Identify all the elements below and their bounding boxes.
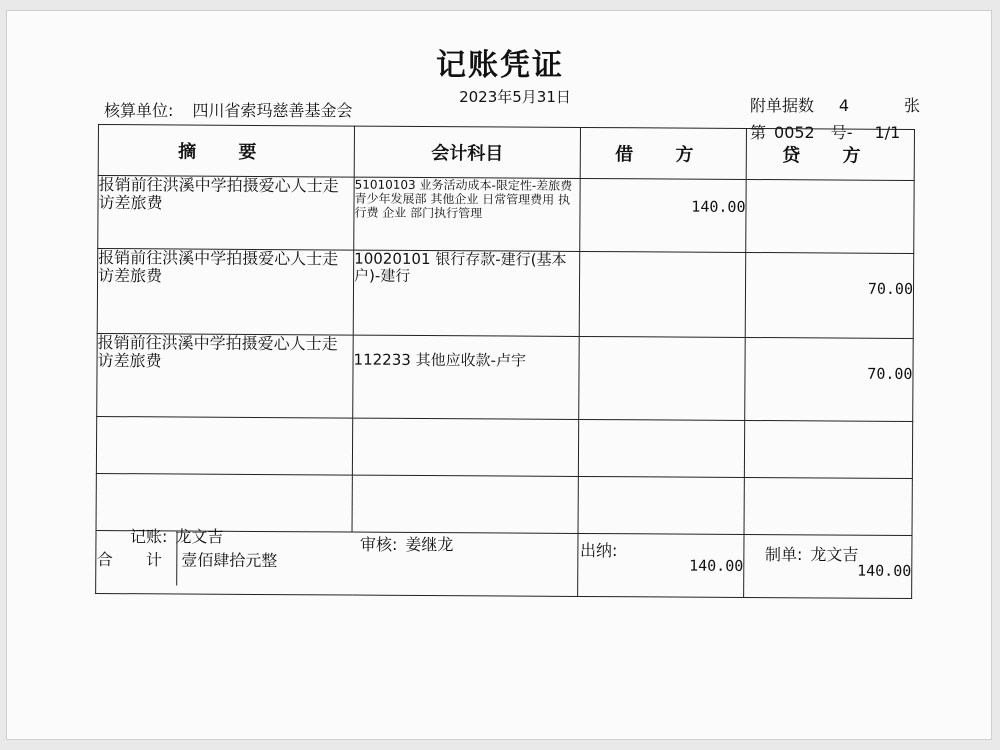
header-summary: 摘 要 (98, 125, 354, 178)
empty-cell (352, 475, 578, 533)
attachment-count (750, 93, 920, 116)
row-account: 10020101 银行存款-建行(基本户)-建行 (353, 250, 580, 336)
preparer-name: 龙文吉 (810, 545, 859, 564)
voucher-no-prefix: 第 (750, 123, 767, 142)
row-credit: 70.00 (745, 337, 914, 421)
empty-cell (578, 476, 744, 534)
total-words: 壹佰肆拾元整 (181, 550, 278, 570)
cashier-label: 出纳: (580, 541, 618, 560)
total-credit: 140.00 (744, 534, 912, 598)
bookkeeper-label: 记账: (130, 527, 168, 546)
empty-cell (578, 419, 744, 477)
row-debit: 140.00 (580, 178, 746, 252)
preparer-label: 制单: (765, 545, 803, 564)
row-summary: 报销前往洪溪中学拍摄爱心人士走访差旅费 (98, 176, 354, 251)
attachment-number: 4 (838, 96, 850, 115)
voucher-date: 2023年5月31日 (459, 88, 571, 106)
voucher-no-suffix: 号- (830, 123, 853, 142)
row-credit (746, 179, 914, 253)
attachment-unit: 张 (904, 96, 921, 115)
total-label: 合 计 (96, 531, 177, 585)
unit-label: 核算单位: (104, 101, 174, 120)
empty-cell (96, 416, 352, 475)
table-row-empty (96, 416, 912, 478)
preparer (765, 542, 858, 565)
total-debit: 140.00 (578, 533, 744, 597)
reviewer-name: 姜继龙 (405, 535, 454, 554)
bookkeeper-name: 龙文吉 (175, 527, 224, 546)
table-row (97, 249, 914, 339)
unit-value: 四川省索玛慈善基金会 (192, 101, 353, 120)
bookkeeper (130, 524, 223, 547)
row-account: 51010103 业务活动成本-限定性-差旅费 青少年发展部 其他企业 日常管理费用 执行费 企业 部门执行管理 (354, 177, 580, 251)
voucher-title: 记账凭证 (436, 48, 564, 83)
row-debit (579, 251, 746, 337)
row-summary: 报销前往洪溪中学拍摄爱心人士走访差旅费 (97, 333, 354, 418)
header-account: 会计科目 (354, 126, 580, 178)
voucher-page: 1/1 (874, 123, 901, 142)
empty-cell (744, 477, 912, 535)
voucher-no-value: 0052 (774, 123, 815, 142)
empty-cell (744, 420, 912, 478)
table-row (98, 176, 914, 254)
table-header (98, 125, 914, 181)
row-account: 112233 其他应收款-卢宇 (353, 335, 580, 419)
empty-cell (352, 418, 578, 476)
row-credit: 70.00 (745, 252, 914, 338)
attachment-label: 附单据数 (750, 96, 815, 115)
reviewer-label: 审核: (360, 535, 398, 554)
row-debit (579, 336, 746, 420)
table-row (97, 333, 913, 421)
accounting-unit (104, 98, 353, 121)
header-credit: 贷 方 (746, 128, 914, 180)
row-summary: 报销前往洪溪中学拍摄爱心人士走访差旅费 (97, 249, 354, 336)
reviewer (360, 532, 453, 555)
header-debit: 借 方 (580, 127, 746, 179)
cashier (580, 538, 617, 561)
